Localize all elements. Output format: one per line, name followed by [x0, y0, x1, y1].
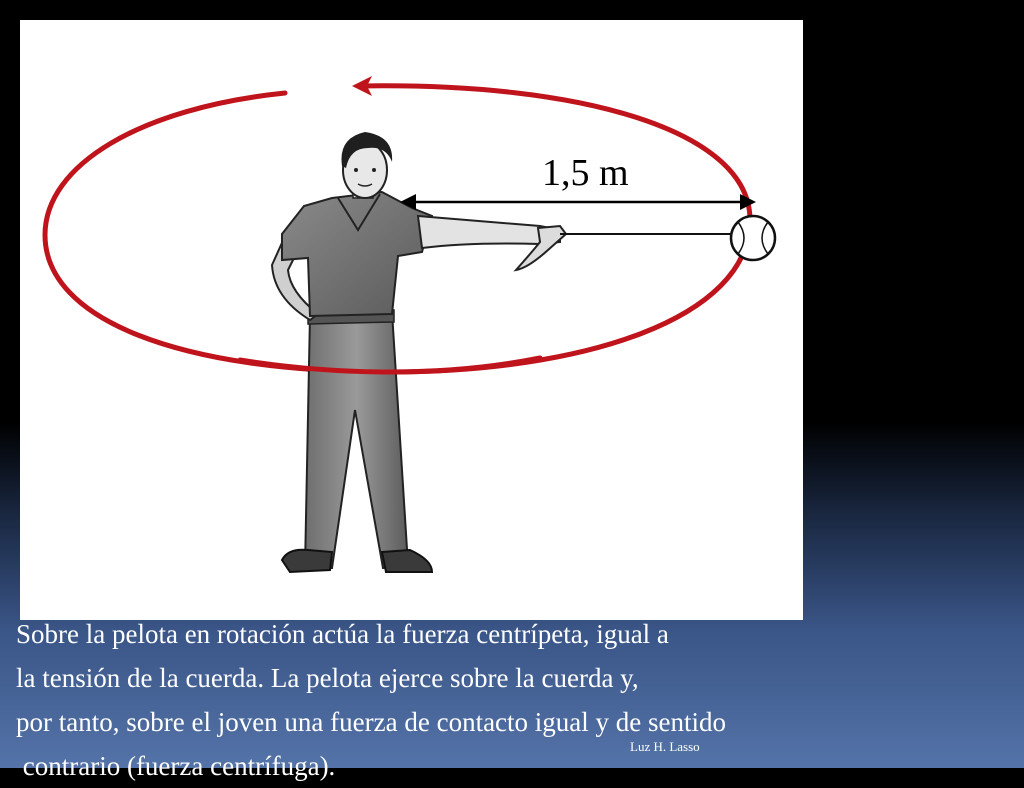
illustration [20, 20, 803, 620]
person-figure [272, 132, 566, 572]
caption-line: Sobre la pelota en rotación actúa la fuerza centrípeta, igual a [16, 619, 669, 649]
right-shoe [382, 550, 432, 572]
distance-arrow [400, 194, 756, 210]
caption-line: contrario (fuerza centrífuga). [16, 751, 336, 781]
shirt [282, 192, 432, 316]
caption-line: por tanto, sobre el joven una fuerza de contacto igual y de sentido [16, 707, 727, 737]
caption-line: la tensión de la cuerda. La pelota ejerce sobre la cuerda y, [16, 663, 639, 693]
ball [731, 216, 775, 260]
left-shoe [282, 550, 332, 572]
pants [305, 312, 408, 568]
figure-panel [20, 20, 803, 620]
author-footer: Luz H. Lasso [630, 739, 700, 754]
caption-text [16, 612, 996, 788]
distance-label: 1,5 m [542, 152, 629, 194]
